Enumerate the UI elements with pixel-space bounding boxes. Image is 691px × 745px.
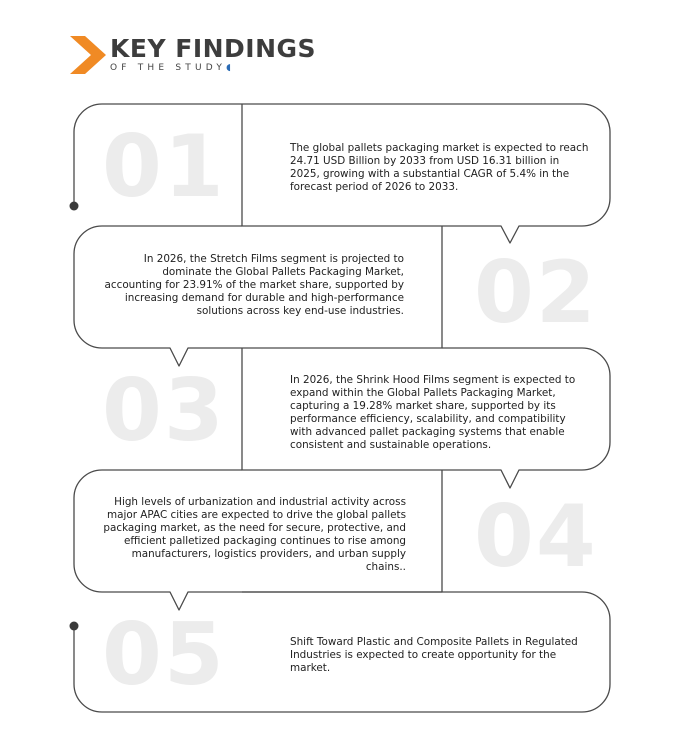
finding-text-02: In 2026, the Stretch Films segment is projected to dominate the Global Pallets Packaging Market, accounting for 23.91% of the market share, supported by increasing demand for durable and high-performance solutions across key end-use industries. — [104, 253, 404, 317]
finding-number-05: 05 — [102, 605, 226, 705]
subtitle-dot-icon: ◖ — [226, 63, 231, 73]
finding-number-04: 04 — [474, 487, 598, 587]
finding-text-01: The global pallets packaging market is expected to reach 24.71 USD Billion by 2033 from USD 16.31 billion in 2025, growing with a substantial CAGR of 5.4% in the forecast period of 2026 to 2033. — [290, 142, 589, 193]
page-title: KEY FINDINGS — [110, 34, 317, 63]
finding-text-03: In 2026, the Shrink Hood Films segment is expected to expand within the Global Pallets Packaging Market, capturing a 19.28% market share, supported by its performance efficiency, scalability, and compatibility with advanced pallet packaging systems that enable consistent and sustainable operations. — [290, 374, 576, 451]
finding-number-03: 03 — [102, 361, 226, 461]
finding-number-02: 02 — [474, 243, 598, 343]
finding-text-04: High levels of urbanization and industrial activity across major APAC cities are expected to drive the global pallets packaging market, as the need for secure, protective, and efficient palletized packaging continues to rise among manufacturers, logistics providers, and urban supply chains.. — [103, 496, 406, 573]
finding-text-05: Shift Toward Plastic and Composite Pallets in Regulated Industries is expected to create opportunity for the market. — [290, 636, 578, 674]
finding-number-01: 01 — [102, 117, 226, 217]
page-subtitle: OF THE STUDY◖ — [110, 63, 231, 73]
timeline-mid-dot-icon — [70, 622, 79, 631]
timeline-start-dot-icon — [70, 202, 79, 211]
